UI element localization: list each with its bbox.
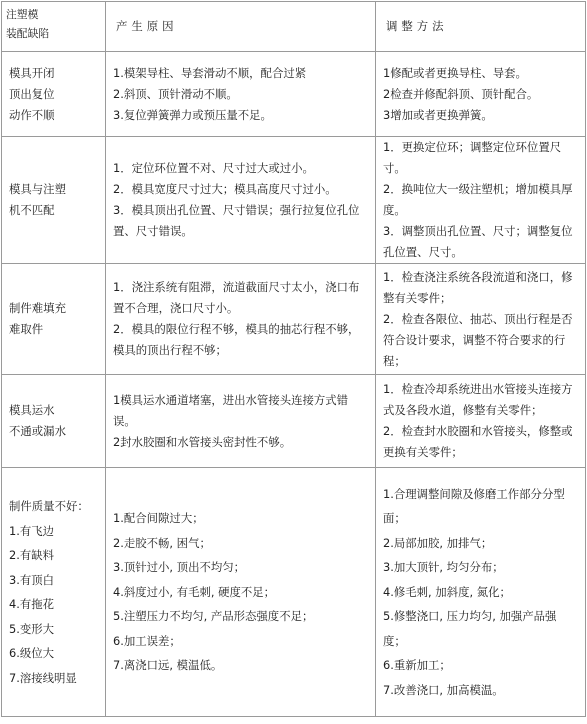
defect-line: 1.有飞边	[9, 523, 55, 538]
cause-cell	[106, 468, 376, 717]
method-line: 2．换吨位大一级注塑机；增加模具厚度。	[383, 182, 573, 217]
defect-cell	[2, 468, 106, 717]
cause-line: 3．模具顶出孔位置、尺寸错误；强行拉复位孔位置、尺寸错误。	[113, 203, 360, 238]
defect-cell	[2, 52, 106, 137]
table-row	[2, 264, 586, 375]
header-defect	[2, 2, 106, 52]
method-line: 6.重新加工；	[383, 658, 451, 673]
method-line: 2．检查各限位、抽芯、顶出行程是否符合设计要求，调整不符合要求的行程；	[383, 311, 573, 368]
defect-line: 制件难填充	[9, 301, 66, 315]
defect-line: 难取件	[9, 322, 44, 336]
defect-cell	[2, 375, 106, 468]
table-row	[2, 52, 586, 137]
header-defect-line: 装配缺陷	[6, 27, 50, 40]
table-row	[2, 137, 586, 264]
cause-line: 1．定位环位置不对、尺寸过大或过小。	[113, 161, 314, 175]
defect-cell	[2, 264, 106, 375]
method-line: 5.修整浇口, 压力均匀, 加强产品强度；	[383, 609, 557, 648]
method-line: 1.合理调整间隙及修磨工作部分分型面；	[383, 486, 565, 526]
cause-line: 7.离浇口远, 模温低。	[113, 658, 223, 673]
method-line: 4.修毛刺, 加斜度, 氮化；	[383, 584, 511, 599]
defect-line: 5.变形大	[9, 621, 55, 636]
cause-line: 6.加工误差；	[113, 633, 181, 648]
method-cell	[376, 264, 586, 375]
defect-line: 7.溶接线明显	[9, 670, 77, 685]
cause-line: 3.复位弹簧弹力或预压量不足。	[113, 107, 272, 122]
table-row	[2, 375, 586, 468]
defect-line: 2.有缺料	[9, 548, 55, 562]
method-line: 2．检查封水胶圈和水管接头，修整或更换有关零件；	[383, 424, 573, 459]
cause-line: 2．模具宽度尺寸过大；模具高度尺寸过小。	[113, 182, 337, 196]
header-method: 调整方法	[376, 2, 586, 52]
method-cell	[376, 137, 586, 264]
defect-cell	[2, 137, 106, 264]
method-line: 2检查并修配斜顶、顶针配合。	[383, 86, 539, 101]
cause-cell	[106, 375, 376, 468]
cause-cell	[106, 137, 376, 264]
defect-line: 动作不顺	[9, 107, 55, 122]
method-line: 7.改善浇口, 加高模温。	[383, 682, 504, 697]
method-cell	[376, 375, 586, 468]
method-line: 3增加或者更换弹簧。	[383, 107, 493, 122]
method-line: 3.加大顶针, 均匀分布；	[383, 560, 504, 575]
defect-table	[1, 1, 586, 717]
cause-line: 4.斜度过小, 有毛刺, 硬度不足；	[113, 584, 276, 599]
method-line: 1．检查浇注系统各段流道和浇口，修整有关零件；	[383, 269, 573, 305]
header-row	[2, 2, 586, 52]
defect-line: 6.级位大	[9, 646, 55, 660]
defect-line: 模具与注塑	[9, 182, 66, 196]
defect-line: 3.有顶白	[9, 572, 55, 587]
cause-line: 1.模架导柱、导套滑动不顺，配合过紧	[113, 65, 307, 80]
defect-line: 不通或漏水	[9, 424, 66, 438]
defect-line: 模具开闭	[9, 65, 55, 80]
defect-line: 模具运水	[9, 403, 55, 417]
header-cause: 产生原因	[106, 2, 376, 52]
cause-cell	[106, 264, 376, 375]
cause-cell	[106, 52, 376, 137]
defect-line: 制件质量不好：	[9, 499, 89, 513]
cause-line: 5.注塑压力不均匀, 产品形态强度不足；	[113, 609, 314, 624]
method-line: 1修配或者更换导柱、导套。	[383, 65, 527, 80]
cause-line: 1.配合间隙过大；	[113, 511, 204, 526]
method-line: 2.局部加胶, 加排气；	[383, 535, 493, 550]
method-line: 1．更换定位环；调整定位环位置尺寸。	[383, 140, 562, 175]
header-defect-line: 注塑模	[6, 8, 39, 21]
defect-line: 4.有拖花	[9, 597, 55, 611]
cause-line: 2.斜顶、顶针滑动不顺。	[113, 86, 238, 101]
cause-line: 1模具运水通道堵塞，进出水管接头连接方式错误。	[113, 392, 349, 428]
cause-line: 2.走胶不畅, 困气；	[113, 535, 211, 550]
method-cell	[376, 468, 586, 717]
cause-line: 1．浇注系统有阻滞，流道截面尺寸太小，浇口布置不合理，浇口尺寸小。	[113, 280, 360, 315]
method-cell	[376, 52, 586, 137]
defect-line: 机不匹配	[9, 203, 55, 217]
method-line: 1．检查冷却系统进出水管接头连接方式及各段水道，修整有关零件；	[383, 382, 573, 417]
cause-line: 3.顶针过小, 顶出不均匀；	[113, 560, 246, 575]
cause-line: 2封水胶圈和水管接头密封性不够。	[113, 434, 292, 449]
defect-line: 顶出复位	[9, 86, 55, 101]
cause-line: 2．模具的限位行程不够，模具的抽芯行程不够，模具的顶出行程不够；	[113, 322, 360, 357]
method-line: 3．调整顶出孔位置、尺寸；调整复位孔位置、尺寸。	[383, 224, 573, 259]
table-row	[2, 468, 586, 717]
